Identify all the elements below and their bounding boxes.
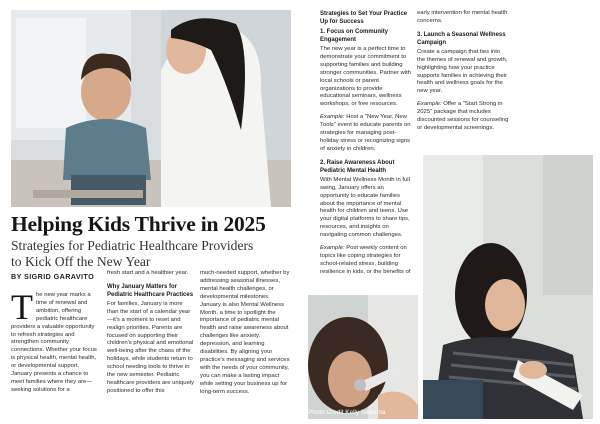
why-january-paragraph: For families, January is more than the start of a calendar year—it's a moment to reset and realign priorities. Parents are focused on supporting their children's physical and emotional well-being after the chaos of the holidays, while students return to school needing tools to thrive in the new semester. Pediatric healthcare providers are uniquely positioned to offer this bbox=[107, 300, 195, 394]
photo-ear-exam bbox=[308, 295, 418, 419]
intro-paragraph: he new year marks a time of renewal and ambition, offering pediatric healthcare providers a valuable opportunity to refresh strategies and strengthen community connections. Whether your focus is physical health, mental health, or developmental support, January presents a chance to meet families where they are—seeking solutions for a bbox=[11, 292, 97, 393]
subheadline-line-1: Strategies for Pediatric Healthcare Providers bbox=[11, 238, 254, 253]
col2-opening-text: fresh start and a healthier year. bbox=[107, 270, 189, 276]
photo-girl-studying bbox=[423, 155, 593, 419]
byline: BY SIGRID GARAVITO bbox=[11, 272, 95, 281]
strategies-section-title: Strategies to Set Your Practice Up for Success bbox=[320, 11, 408, 25]
mental-wellness-paragraph: much-needed support, whether by addressing seasonal illnesses, mental health challenges, or developmental milestones. January is also Mental Wellness Month, a time to spotlight the importance of pediatric mental health and raise awareness about challenges like anxiety, depression, and learning disabilities. By aligning your practice's messaging and services with the needs of your community, you can make a lasting impact while setting your business up for long-term success. bbox=[200, 270, 290, 395]
body-column-2 bbox=[107, 270, 195, 401]
body-column-5 bbox=[417, 10, 509, 138]
body-column-4 bbox=[320, 10, 412, 282]
subheadline-line-2: to Kick Off the New Year bbox=[11, 254, 151, 269]
strategy-3-example: Example: Offer a "Start Strong in 2025" package that includes discounted sessions for counseling or developmental screenings. bbox=[417, 101, 509, 131]
photo-credit: Photo Credit Kelly Sikkema bbox=[308, 409, 386, 416]
strategy-1-text: The new year is a perfect time to demonstrate your commitment to supporting families and building stronger communities. Partner with local schools or parent organizations to provide educational seminars, wellness workshops, or free resources. bbox=[320, 46, 412, 108]
article-subheadline bbox=[11, 238, 301, 270]
body-column-1 bbox=[11, 287, 101, 400]
col5-opening-text: early intervention for mental health concerns. bbox=[417, 10, 508, 24]
strategy-1-title: 1. Focus on Community Engagement bbox=[320, 29, 389, 43]
strategy-3-text: Create a campaign that ties into the themes of renewal and growth, highlighting how your practice supports families in achieving their health and wellness goals for the new year. bbox=[417, 48, 508, 95]
strategy-2-title: 2. Raise Awareness About Pediatric Mental Health bbox=[320, 159, 395, 174]
strategy-1-example: Example: Host a "New Year, New Tools" event to educate parents on strategies for managing post-holiday stress or recognizing signs of anxiety in children. bbox=[320, 114, 411, 152]
drop-cap: T bbox=[11, 287, 33, 327]
strategy-2-example: Example: Post weekly content on topics like coping strategies for school-related stress, building resilience in kids, or the benefits of bbox=[320, 245, 411, 275]
strategy-2-text: With Mental Wellness Month in full swing, January offers an opportunity to educate families about the importance of mental health for children and teens. Use your digital platforms to share tips, resources, and insights on navigating common challenges. bbox=[320, 176, 410, 239]
photo-doctor-child bbox=[11, 10, 291, 207]
article-headline: Helping Kids Thrive in 2025 bbox=[11, 212, 266, 236]
body-column-3 bbox=[200, 270, 290, 402]
strategy-3-title: 3. Launch a Seasonal Wellness Campaign bbox=[417, 31, 506, 46]
why-january-heading: Why January Matters for Pediatric Healthcare Practices bbox=[107, 283, 194, 298]
